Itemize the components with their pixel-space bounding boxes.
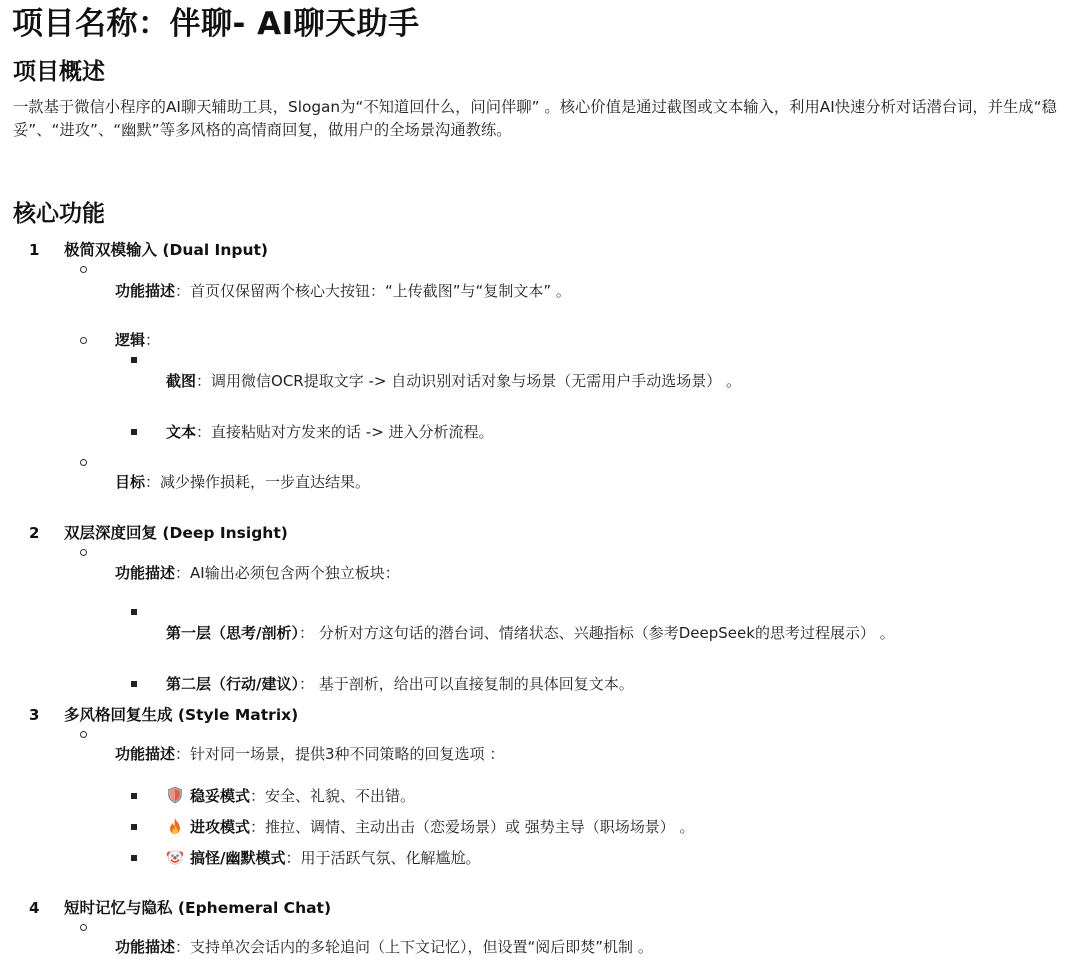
square-bullet-icon bbox=[131, 793, 137, 799]
layer-label: 第一层（思考/剖析） bbox=[166, 624, 299, 642]
style-label: 稳妥模式 bbox=[190, 787, 251, 805]
desc-label: 功能描述 bbox=[115, 282, 176, 300]
circle-bullet-icon bbox=[80, 459, 87, 466]
desc-text: ：AI输出必须包含两个独立板块： bbox=[175, 564, 400, 582]
fire-icon bbox=[166, 817, 184, 835]
feature-title: 极简双模输入 (Dual Input) bbox=[64, 241, 268, 259]
feature-description bbox=[115, 562, 400, 584]
layer-text: ： 基于剖析，给出可以直接复制的具体回复文本。 bbox=[298, 675, 634, 693]
logic-item-label: 截图 bbox=[166, 372, 197, 390]
feature-number: 1 bbox=[29, 241, 40, 259]
feature-number: 3 bbox=[29, 706, 40, 724]
logic-item bbox=[166, 370, 741, 392]
style-label: 进攻模式 bbox=[190, 818, 251, 836]
desc-text: ：首页仅保留两个核心大按钮：“上传截图”与“复制文本” 。 bbox=[175, 282, 571, 300]
style-text: ：推拉、调情、主动出击（恋爱场景）或 强势主导（职场场景） 。 bbox=[250, 818, 695, 836]
feature-title: 多风格回复生成 (Style Matrix) bbox=[64, 706, 299, 724]
feature-description bbox=[115, 280, 571, 302]
desc-text: ：支持单次会话内的多轮追问（上下文记忆），但设置“阅后即焚”机制 。 bbox=[175, 938, 653, 956]
desc-label: 功能描述 bbox=[115, 938, 176, 956]
overview-paragraph: 一款基于微信小程序的AI聊天辅助工具，Slogan为“不知道回什么，问问伴聊” 。核心价值是通过截图或文本输入，利用AI快速分析对话潜台词，并生成“稳妥”、“进攻”、“幽默”等多风格的高情商回复，做用户的全场景沟通教练。 bbox=[13, 98, 1057, 139]
goal-label: 目标 bbox=[115, 473, 146, 491]
style-text: ：安全、礼貌、不出错。 bbox=[250, 787, 416, 805]
logic-label: 逻辑 bbox=[115, 331, 146, 349]
logic-item-text: ：调用微信OCR提取文字 -> 自动识别对话对象与场景（无需用户手动选场景） 。 bbox=[196, 372, 742, 390]
layer-item bbox=[166, 673, 634, 695]
style-text: ：用于活跃气氛、化解尴尬。 bbox=[285, 849, 481, 867]
feature-goal bbox=[115, 471, 370, 493]
circle-bullet-icon bbox=[80, 266, 87, 273]
square-bullet-icon bbox=[131, 429, 137, 435]
square-bullet-icon bbox=[131, 609, 137, 615]
layer-text: ： 分析对方这句话的潜台词、情绪状态、兴趣指标（参考DeepSeek的思考过程展示） 。 bbox=[298, 624, 895, 642]
style-item bbox=[166, 816, 695, 838]
layer-label: 第二层（行动/建议） bbox=[166, 675, 299, 693]
desc-label: 功能描述 bbox=[115, 745, 176, 763]
desc-label: 功能描述 bbox=[115, 564, 176, 582]
square-bullet-icon bbox=[131, 824, 137, 830]
feature-description bbox=[115, 743, 504, 765]
style-item bbox=[166, 785, 415, 807]
logic-item-label: 文本 bbox=[166, 423, 197, 441]
page-title: 项目名称：伴聊- AI聊天助手 bbox=[12, 6, 420, 42]
circle-bullet-icon bbox=[80, 924, 87, 931]
square-bullet-icon bbox=[131, 855, 137, 861]
feature-description bbox=[115, 936, 653, 958]
logic-label-line bbox=[115, 329, 160, 351]
square-bullet-icon bbox=[131, 357, 137, 363]
goal-text: ：减少操作损耗，一步直达结果。 bbox=[145, 473, 371, 491]
logic-item bbox=[166, 421, 494, 443]
circle-bullet-icon bbox=[80, 549, 87, 556]
square-bullet-icon bbox=[131, 681, 137, 687]
style-item bbox=[166, 847, 481, 869]
core-features-heading: 核心功能 bbox=[13, 201, 105, 227]
feature-number: 2 bbox=[29, 524, 40, 542]
overview-heading: 项目概述 bbox=[13, 59, 105, 85]
feature-number: 4 bbox=[29, 899, 40, 917]
feature-title: 短时记忆与隐私 (Ephemeral Chat) bbox=[64, 899, 332, 917]
logic-item-text: ：直接粘贴对方发来的话 -> 进入分析流程。 bbox=[196, 423, 494, 441]
circle-bullet-icon bbox=[80, 337, 87, 344]
shield-icon bbox=[166, 786, 184, 804]
desc-text: ：针对同一场景，提供3种不同策略的回复选项 ： bbox=[175, 745, 505, 763]
layer-item bbox=[166, 622, 895, 644]
clown-face-icon bbox=[166, 848, 184, 866]
circle-bullet-icon bbox=[80, 731, 87, 738]
logic-colon: ： bbox=[145, 331, 161, 349]
feature-title: 双层深度回复 (Deep Insight) bbox=[64, 524, 288, 542]
style-label: 搞怪/幽默模式 bbox=[190, 849, 286, 867]
